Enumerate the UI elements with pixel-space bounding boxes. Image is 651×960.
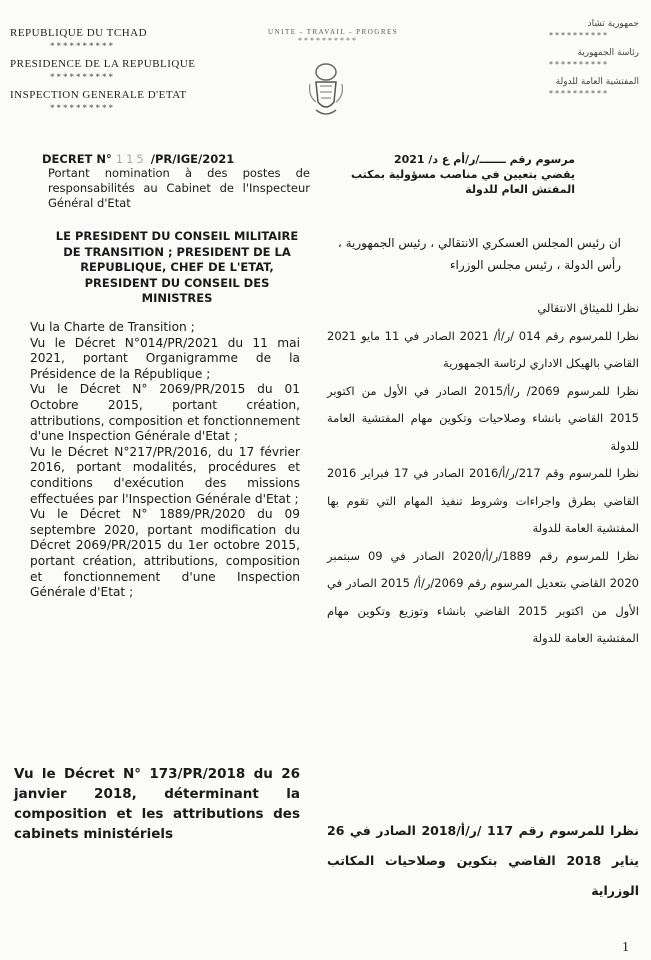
- header-stars: **********: [50, 72, 115, 82]
- national-motto: UNITE - TRAVAIL - PROGRES: [268, 28, 399, 36]
- header-stars: **********: [50, 41, 115, 51]
- decree-subject: Portant nomination à des postes de responsabilités au Cabinet de l'Inspecteur Général d'Etat: [48, 166, 310, 210]
- visa-item-ar: نظرا للمرسوم 2069/ ر/أ/2015 الصادر في الأول من اكتوبر 2015 القاضي بانشاء وصلاحيات وتكوين مهام المفتشية العامة للدولة: [327, 383, 639, 453]
- visa-item-ar: نظرا للميثاق الانتقالي: [537, 301, 639, 315]
- header-country-ar: جمهورية تشاد: [587, 19, 639, 29]
- header-french: [10, 28, 220, 121]
- visa-item-last: Vu le Décret N° 173/PR/2018 du 26 janvier 2018, déterminant la composition et les attributions des cabinets ministériels: [14, 766, 300, 842]
- header-presidency: PRESIDENCE DE LA REPUBLIQUE: [10, 58, 196, 70]
- header-country: REPUBLIQUE DU TCHAD: [10, 27, 148, 39]
- visa-item: Vu le Décret N° 1889/PR/2020 du 09 septembre 2020, portant modification du Décret 2069/PR/2015 du 1er octobre 2015, portant création, attributions, composition et fonctionnement d'une Inspection Générale d'Etat ;: [30, 507, 300, 600]
- visa-item: Vu le Décret N°014/PR/2021 du 11 mai 2021, portant Organigramme de la Présidence de la République ;: [30, 335, 300, 381]
- header-motto-block: [268, 28, 399, 45]
- header-inspection-ar: المفتشية العامة للدولة: [555, 77, 639, 87]
- president-title-ar: ان رئيس المجلس العسكري الانتقالي ، رئيس الجمهورية ، رأس الدولة ، رئيس مجلس الوزراء: [337, 236, 621, 272]
- visa-item-ar: نظرا للمرسوم رقم 1889/ر/أ/2020 الصادر في 09 سبتمبر 2020 القاضي بتعديل المرسوم رقم 2069/ر/أ/ 2015 الصادر في الأول من اكتوبر 2015 القاضي بانشاء وتوزيع وتكوين مهام المفتشية العامة للدولة: [327, 548, 639, 645]
- visa-item-last-ar: [327, 816, 639, 906]
- header-stars: **********: [549, 31, 609, 40]
- visas-french: [14, 320, 300, 601]
- visas-arabic: [327, 295, 639, 653]
- visa-item-last-ar-text: نظرا للمرسوم رقم 117 /ر/أ/2018 الصادر في 26 يناير 2018 القاضي بتكوين وصلاحيات المكاتب الوزراية: [327, 823, 640, 898]
- motto-stars: **********: [298, 36, 358, 45]
- header-presidency-ar: رئاسة الجمهورية: [577, 48, 639, 58]
- decree-prefix: DECRET N°: [42, 152, 112, 166]
- decree-arabic: [305, 152, 575, 197]
- president-title: LE PRESIDENT DU CONSEIL MILITAIRE DE TRANSITION ; PRESIDENT DE LA REPUBLIQUE, CHEF DE L'ETAT, PRESIDENT DU CONSEIL DES MINISTRES: [55, 229, 299, 305]
- page-number: 1: [622, 940, 629, 955]
- header-arabic: [509, 20, 639, 107]
- visa-item-ar: نظرا للمرسوم رقم 014 /ر/أ/ 2021 الصادر في 11 مايو 2021 القاضي بالهيكل الاداري لرئاسة الجمهورية: [327, 328, 639, 370]
- decree-title-ar: مرسوم رقم ـــــــ/ر/أم ع د/ 2021: [393, 153, 575, 166]
- visa-item-ar: نظرا للمرسوم وقم 217/ر/أ/2016 الصادر في 17 فبراير 2016 القاضي بطرق واجراءات وشروط تنفيذ المهام التي تقوم بها المفتشية العامة للدولة: [327, 466, 639, 535]
- header-stars: **********: [549, 60, 609, 69]
- header-stars: **********: [50, 103, 115, 113]
- decree-suffix: /PR/IGE/2021: [150, 152, 235, 166]
- coat-of-arms-emblem-icon: [308, 62, 344, 120]
- decree-handwritten-number: 115: [115, 152, 147, 166]
- decree-number: [42, 152, 312, 166]
- visa-item: Vu la Charte de Transition ;: [30, 320, 195, 334]
- header-inspection: INSPECTION GENERALE D'ETAT: [10, 89, 187, 101]
- visa-item: Vu le Décret N° 2069/PR/2015 du 01 Octobre 2015, portant création, attributions, composition et fonctionnement d'une Inspection Générale d'Etat ;: [30, 382, 300, 444]
- header-stars: **********: [549, 89, 609, 98]
- visa-item: Vu le Décret N°217/PR/2016, du 17 février 2016, portant modalités, procédures et conditions d'exécution des missions effectuées par l'Inspection Générale d'Etat ;: [30, 444, 300, 506]
- decree-subject-ar: يقضي بتعيين في مناصب مسؤولية بمكتب المفتش العام للدولة: [351, 168, 575, 196]
